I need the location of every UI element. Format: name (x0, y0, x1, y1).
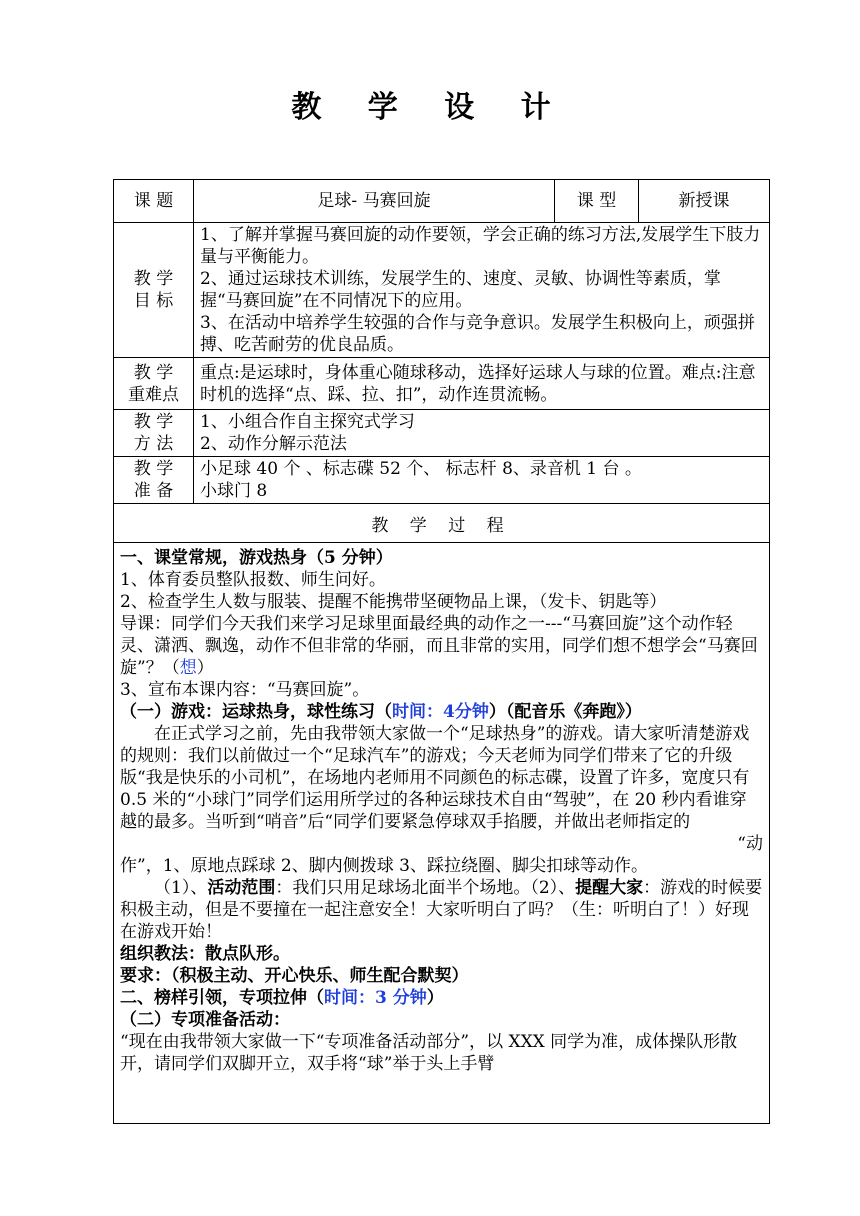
methods-content (194, 410, 770, 457)
topic-value: 足球- 马赛回旋 (194, 180, 555, 223)
method-item: 1、小组合作自主探究式学习 (200, 412, 415, 432)
process-line: 2、检查学生人数与服装、提醒不能携带坚硬物品上课，（发卡、钥匙等） (120, 592, 667, 612)
topic-label: 课 题 (114, 180, 194, 223)
intro-paragraph: 导课：同学们今天我们来学习足球里面最经典的动作之一---“马赛回旋”这个动作轻灵、潇洒、飘逸，动作不但非常的华丽，而且非常的实用，同学们想不想学会“马赛回旋”？（想） (120, 614, 758, 678)
goals-label: 教 学 目 标 (114, 223, 194, 358)
prep-item: 小足球 40 个 、标志碟 52 个、 标志杆 8、录音机 1 台 。 (200, 459, 642, 479)
process-body (114, 543, 770, 1124)
section1-title: 一、课堂常规，游戏热身（5 分钟） (120, 548, 393, 568)
methods-row (114, 410, 770, 457)
prep-item: 小球门 8 (200, 481, 268, 501)
prep-content (194, 457, 770, 504)
goals-row (114, 223, 770, 358)
process-line: 1、体育委员整队报数、师生问好。 (120, 570, 386, 590)
game-paragraph: 在正式学习之前，先由我带领大家做一个“足球热身”的游戏。请大家听清楚游戏的规则：我们以前做过一个“足球汽车”的游戏；今天老师为同学们带来了它的升级版“我是快乐的小司机”，在场地内老师用不同颜色的标志碟，设置了许多，宽度只有 0.5 米的“小球门”同学们运用所学过的各种运球技术自由“驾驶”，在 20 秒内看谁穿越的最多。当听到“哨音”后“同学们要紧急停球双手掐腰，并做出老师指定的 (120, 724, 750, 832)
goals-content (194, 223, 770, 358)
organization-line: 组织教法：散点队形。 (120, 944, 290, 964)
page-title: 教 学 设 计 (291, 90, 569, 125)
keypoints-row (114, 358, 770, 410)
keypoints-label: 教 学 重难点 (114, 358, 194, 410)
goal-item: 1、了解并掌握马赛回旋的动作要领，学会正确的练习方法,发展学生下肢力量与平衡能力。 (200, 225, 761, 267)
time-highlight: 时间：3 分钟 (324, 988, 427, 1008)
goal-item: 3、在活动中培养学生较强的合作与竞争意识。发展学生积极向上，顽强拼搏、吃苦耐劳的优良品质。 (200, 313, 755, 355)
prep-label: 教 学 准 备 (114, 457, 194, 504)
requirement-line: 要求：（积极主动、开心快乐、师生配合默契） (120, 966, 469, 986)
process-heading: 教 学 过 程 (114, 504, 770, 543)
keypoints-content: 重点:是运球时，身体重心随球移动，选择好运球人与球的位置。难点:注意时机的选择“点、踩、拉、扣”，动作连贯流畅。 (194, 358, 770, 410)
process-line: 3、宣布本课内容：“马赛回旋”。 (120, 680, 370, 700)
subsection2-title: （二）专项准备活动： (120, 1010, 290, 1030)
section2-title: 二、榜样引领，专项拉伸（时间：3 分钟） (120, 988, 444, 1008)
method-item: 2、动作分解示范法 (200, 434, 347, 454)
type-label: 课 型 (555, 180, 639, 223)
prep-row (114, 457, 770, 504)
game-paragraph: 作”，1、原地点踩球 2、脚内侧拨球 3、踩拉绕圈、脚尖扣球等动作。 (120, 856, 648, 876)
subsection2-text: “现在由我带领大家做一下“专项准备活动部分”，以 XXX 同学为准，成体操队形散开，请同学们双脚开立，双手将“球”举于头上手臂 (120, 1032, 738, 1074)
game-paragraph-end: “动 (737, 834, 763, 854)
header-row (114, 180, 770, 223)
answer-highlight: 想 (179, 658, 197, 678)
process-heading-row (114, 504, 770, 543)
game-rules-paragraph: （1）、活动范围：我们只用足球场北面半个场地。（2）、提醒大家：游戏的时候要积极主动，但是不要撞在一起注意安全！大家听明白了吗？（生：听明白了！）好现在游戏开始！ (120, 878, 763, 942)
type-value: 新授课 (639, 180, 770, 223)
goal-item: 2、通过运球技术训练，发展学生的、速度、灵敏、协调性等素质，掌握“马赛回旋”在不同情况下的应用。 (200, 269, 721, 311)
time-highlight: 时间：4分钟 (392, 702, 489, 722)
game-title: （一）游戏：运球热身，球性练习（时间：4分钟）（配音乐《奔跑》） (120, 702, 642, 722)
process-body-row (114, 543, 770, 1124)
methods-label: 教 学 方 法 (114, 410, 194, 457)
lesson-plan-table (113, 179, 770, 1124)
